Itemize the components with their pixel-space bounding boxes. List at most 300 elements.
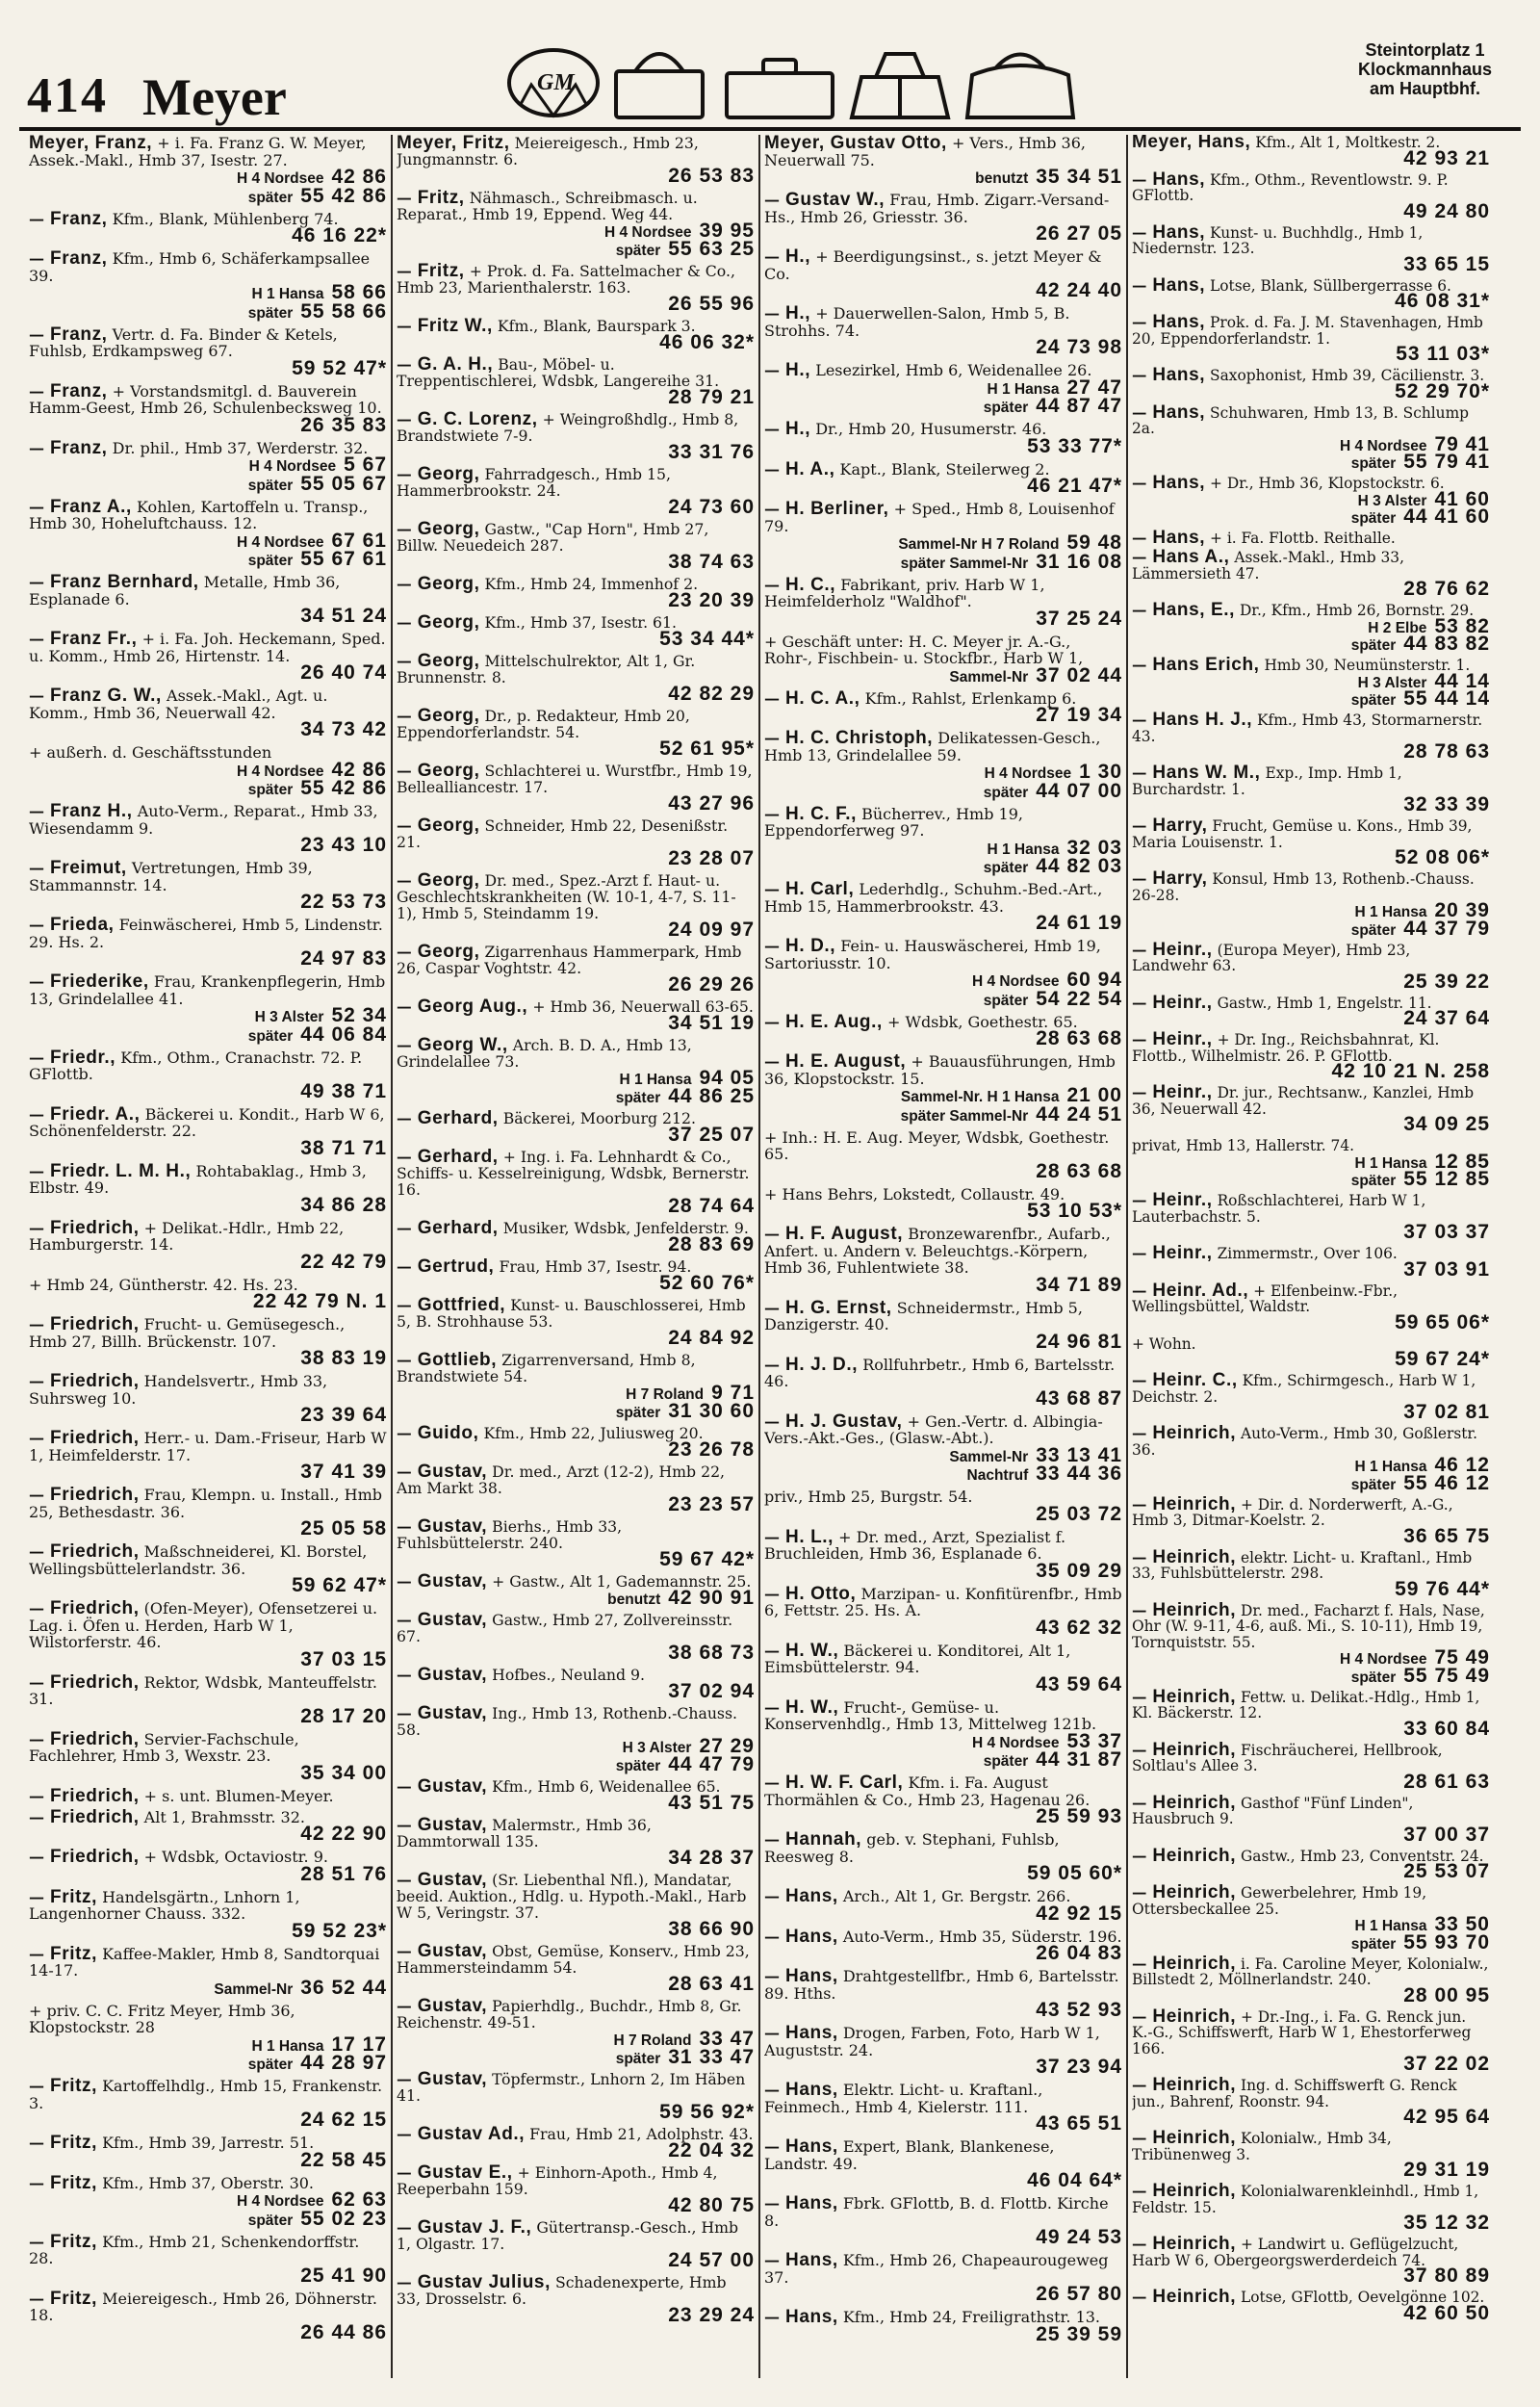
entry-name: Hans Erich, [1152, 655, 1260, 675]
phone-number: 22 53 73 [300, 891, 387, 913]
exchange-label: später Sammel-Nr [900, 1107, 1029, 1125]
phone-number: 33 31 76 [668, 441, 755, 463]
directory-entry [1132, 1739, 1490, 1793]
entry-body [29, 2231, 387, 2267]
phone-number: 41 60 [1434, 487, 1490, 510]
entry-details: Kfm., Schirmgesch., Harb W 1, Deichstr. 2. [1132, 1372, 1476, 1406]
ditto-dash: — [1132, 1794, 1147, 1812]
directory-entry [29, 1277, 387, 1312]
address-line: am Hauptbhf. [1369, 79, 1480, 98]
phone-line [397, 496, 755, 518]
phone-number: 25 53 07 [1403, 1860, 1490, 1882]
ditto-dash: — [397, 613, 412, 632]
directory-entry [764, 192, 1122, 245]
directory-entry [1132, 221, 1490, 275]
phone-number: 17 17 [331, 2032, 387, 2056]
ditto-dash: — [29, 573, 44, 591]
directory-entry [397, 817, 755, 868]
entry-details: Kartoffelhdlg., Hmb 15, Frankenstr. 3. [29, 2077, 383, 2112]
ditto-dash: — [29, 1729, 44, 1748]
entry-name: Hans H. J., [1152, 710, 1253, 730]
phone-number: 59 62 47* [292, 1574, 387, 1596]
ditto-dash: — [29, 324, 44, 344]
phone-line [29, 1079, 387, 1102]
entry-body [764, 2252, 1122, 2286]
ditto-dash: — [29, 1807, 44, 1826]
ditto-dash: — [29, 686, 44, 705]
exchange-label: H 4 Nordsee [1339, 437, 1427, 454]
phone-line [764, 1902, 1122, 1925]
entry-details: Handelsvertr., Hmb 33, Suhrsweg 10. [29, 1372, 328, 1408]
directory-entry [1132, 1882, 1490, 1954]
phone-number: 42 93 21 [1403, 146, 1490, 169]
ditto-dash: — [1132, 1372, 1147, 1389]
phone-line [764, 607, 1122, 630]
phone-number: 38 68 73 [668, 1642, 755, 1664]
ditto-dash: — [397, 1462, 412, 1481]
entry-name: Harry, [1152, 868, 1208, 889]
entry-details: Kfm., Hmb 37, Isestr. 61. [484, 613, 677, 632]
phone-line [29, 1517, 387, 1540]
entry-body [397, 1872, 755, 1921]
directory-entry [764, 135, 1122, 188]
directory-entry [1132, 712, 1490, 763]
entry-body [764, 1297, 1122, 1333]
entry-details: Lederhdlg., Schuhm.-Bed.-Art., Hmb 15, Hammerbrookstr. 43. [764, 880, 1103, 916]
phone-line [29, 1250, 387, 1273]
entry-name: Hans, [785, 2250, 838, 2270]
directory-entry [1132, 2006, 1490, 2075]
directory-entry [764, 1583, 1122, 1639]
entry-details: Gasthof "Fünf Linden", Hausbruch 9. [1132, 1794, 1414, 1827]
entry-body [1132, 1599, 1490, 1651]
phone-line [397, 973, 755, 996]
phone-line [29, 1761, 387, 1784]
phone-number: 23 23 57 [668, 1493, 755, 1515]
entry-name: Franz, [50, 208, 108, 229]
phone-number: 23 29 24 [668, 2304, 755, 2326]
phone-line [397, 628, 755, 650]
directory-entry [764, 1640, 1122, 1695]
phone-line [1132, 2053, 1490, 2075]
exchange-label: benutzt [607, 1592, 661, 1608]
entry-name: Heinr. Ad., [1152, 1280, 1249, 1301]
ditto-dash: — [1132, 403, 1147, 422]
phone-line [1132, 1401, 1490, 1423]
directory-entry [397, 1463, 755, 1514]
entry-name: Hans, [785, 2023, 838, 2043]
entry-name: Gerhard, [417, 1147, 499, 1167]
phone-number: 42 86 [331, 758, 387, 781]
phone-line [764, 2322, 1122, 2345]
entry-name: Georg W., [417, 1035, 508, 1055]
phone-line [764, 2112, 1122, 2135]
phone-number: 49 38 71 [300, 1079, 387, 1102]
exchange-label: später [247, 2212, 294, 2229]
phone-number: 1 30 [1079, 761, 1122, 783]
phone-line [397, 1847, 755, 1869]
phone-line [29, 1404, 387, 1426]
entry-name: Fritz, [50, 2076, 97, 2096]
entry-details: Fahrradgesch., Hmb 15, Hammerbrookstr. 24. [397, 465, 671, 500]
phone-number: 28 00 95 [1403, 1983, 1490, 2006]
phone-number: 55 42 86 [300, 777, 387, 799]
ditto-dash: — [1132, 549, 1147, 566]
phone-number: 37 23 94 [1036, 2056, 1122, 2078]
ditto-dash: — [29, 1786, 44, 1805]
phone-line [764, 475, 1122, 497]
entry-name: Hans, [1152, 312, 1206, 332]
directory-entry [29, 803, 387, 856]
directory-entry [397, 318, 755, 352]
entry-body [29, 326, 387, 360]
phone-line [1132, 1257, 1490, 1281]
entry-details: Bierhs., Hmb 33, Fuhlsbüttelerstr. 240. [397, 1517, 623, 1552]
ditto-dash: — [29, 2173, 44, 2192]
entry-name: H. Berliner, [785, 499, 889, 519]
ditto-dash: — [397, 465, 412, 483]
entry-name: Gustav, [417, 1462, 488, 1482]
ditto-dash: — [29, 1672, 44, 1692]
directory-entry [397, 2219, 755, 2270]
phone-line [397, 331, 755, 353]
phone-number: 24 97 83 [300, 947, 387, 970]
phone-number: 33 65 15 [1403, 252, 1490, 275]
ditto-dash: — [397, 575, 412, 593]
directory-entry [397, 1037, 755, 1106]
logo-monogram: GM [537, 70, 575, 95]
entry-name: Friederike, [50, 971, 149, 992]
phone-line [764, 2283, 1122, 2305]
ditto-dash: — [764, 688, 780, 708]
phone-line [397, 2194, 755, 2216]
ditto-dash: — [1132, 1548, 1147, 1566]
entry-body [397, 872, 755, 921]
directory-entry [29, 1217, 387, 1273]
phone-number: 55 79 41 [1403, 451, 1490, 473]
entry-name: Hans, [1152, 473, 1206, 493]
exchange-label: später [1350, 510, 1397, 527]
phone-number: 53 37 [1066, 1729, 1122, 1752]
entry-body [29, 1728, 387, 1765]
directory-entry [1132, 2234, 1490, 2287]
entry-details: Kolonialw., Hmb 34, Tribünenweg 3. [1132, 2130, 1392, 2163]
phone-line [29, 1136, 387, 1159]
directory-entry [29, 496, 387, 570]
directory-entry [397, 1667, 755, 1701]
phone-number: 53 33 77* [1027, 434, 1122, 457]
entry-name: Heinrich, [1152, 1493, 1237, 1514]
phone-line [29, 1022, 387, 1046]
phone-number: 22 42 79 N. 1 [252, 1290, 387, 1312]
phone-number: 28 17 20 [300, 1704, 387, 1727]
ditto-dash: — [764, 1641, 780, 1660]
phone-number: 55 02 23 [300, 2207, 387, 2230]
phone-number: 62 63 [331, 2188, 387, 2211]
phone-number: 28 63 41 [668, 1973, 755, 1995]
directory-entry [29, 135, 387, 206]
entry-name: Hans, [785, 2307, 838, 2327]
entry-body [764, 1413, 1122, 1447]
phone-line [1132, 1770, 1490, 1793]
entry-name: Fritz, [50, 2231, 97, 2252]
phone-number: 44 37 79 [1403, 917, 1490, 940]
phone-number: 59 67 42* [659, 1548, 755, 1570]
entry-name: Meyer, Gustav Otto, [764, 135, 947, 153]
entry-details: + Bauausführungen, Hmb 36, Klopstockstr. 15. [764, 1052, 1116, 1088]
exchange-label: H 1 Hansa [251, 286, 324, 302]
directory-entry [764, 2025, 1122, 2078]
directory-entry [29, 744, 387, 799]
suitcase-icon [727, 60, 833, 117]
entry-details: Kfm., Hmb 26, Chapeaurougeweg 37. [764, 2251, 1109, 2287]
ditto-dash: — [764, 2081, 780, 2099]
entry-body [764, 1526, 1122, 1563]
entry-details: Obst, Gemüse, Konserv., Hmb 23, Hammersteindamm 54. [397, 1942, 750, 1977]
entry-name: Fritz, [417, 261, 465, 281]
entry-details: Frau, Klempn. u. Install., Hmb 25, Bethesdastr. 36. [29, 1486, 383, 1521]
exchange-label: später [615, 1405, 661, 1421]
ditto-dash: — [397, 1816, 412, 1834]
ditto-dash: — [1132, 817, 1147, 835]
directory-entry [1132, 168, 1490, 222]
entry-body [29, 1487, 387, 1520]
phone-number: 31 30 60 [668, 1400, 755, 1422]
phone-number: 25 59 93 [1036, 1805, 1122, 1827]
entry-name: Georg, [417, 706, 480, 726]
directory-entry [764, 1129, 1122, 1182]
phone-number: 36 65 75 [1403, 1524, 1490, 1547]
phone-number: 34 51 19 [668, 1012, 755, 1034]
phone-line [764, 395, 1122, 417]
page-number: 414 [27, 68, 108, 123]
directory-entry [1132, 655, 1490, 710]
entry-name: Hans, [1152, 365, 1206, 385]
phone-number: 32 33 39 [1403, 793, 1490, 815]
ditto-dash: — [1132, 367, 1147, 384]
directory-entry [1132, 1029, 1490, 1082]
directory-entry [764, 248, 1122, 301]
phone-number: 24 73 98 [1036, 336, 1122, 358]
directory-entry [1132, 600, 1490, 655]
entry-name: Hans W. M., [1152, 763, 1261, 783]
exchange-label: H 1 Hansa [1354, 1459, 1427, 1475]
phone-number: 59 65 06* [1395, 1310, 1490, 1333]
ditto-dash: — [764, 575, 780, 594]
phone-number: 42 82 29 [668, 683, 755, 705]
ditto-dash: — [764, 729, 780, 747]
entry-body [764, 1696, 1122, 1733]
directory-entry [764, 1774, 1122, 1827]
entry-name: Hans, [1152, 401, 1206, 423]
exchange-label: H 1 Hansa [987, 380, 1060, 398]
phone-number: 24 37 64 [1403, 1007, 1490, 1029]
column-2 [397, 135, 755, 2397]
ditto-dash: — [397, 1296, 412, 1314]
phone-number: 35 34 51 [1036, 166, 1122, 188]
phone-line [1132, 917, 1490, 940]
entry-details: + Dr.-Ing., i. Fa. G. Renck jun. K.-G., Schiffswerft, Harb W 1, Ehestorferweg 166. [1132, 2007, 1472, 2058]
entry-name: H. A., [785, 458, 835, 479]
exchange-label: später [1350, 1476, 1397, 1493]
ditto-dash: — [29, 1887, 44, 1906]
entry-name: Heinr., [1152, 1029, 1213, 1049]
entry-details: + Beerdigungsinst., s. jetzt Meyer & Co. [764, 247, 1102, 283]
entry-details: Kfm., Blank, Mühlenberg 74. [112, 209, 339, 228]
phone-number: 52 08 06* [1395, 846, 1490, 868]
phone-number: 24 96 81 [1036, 1330, 1122, 1353]
exchange-label: später [1350, 455, 1397, 472]
directory-entry [764, 421, 1122, 456]
directory-entry [29, 1103, 387, 1159]
entry-body [29, 1316, 387, 1350]
entry-name: Friedrich, [50, 1728, 140, 1749]
entry-name: Hans, [1152, 528, 1206, 548]
ditto-dash: — [764, 1773, 780, 1792]
entry-body [29, 1886, 387, 1923]
directory-entry [764, 634, 1122, 686]
phone-number: 32 03 [1066, 836, 1122, 859]
entry-name: Hans, [1152, 274, 1206, 296]
phone-line [1132, 1717, 1490, 1740]
entry-body [29, 250, 387, 284]
phone-number: 44 28 97 [300, 2052, 387, 2074]
directory-entry [1132, 1243, 1490, 1281]
phone-number: 36 52 44 [300, 1976, 387, 1999]
phone-line [29, 2320, 387, 2343]
phone-line [1132, 970, 1490, 993]
ditto-dash: — [397, 707, 412, 725]
entry-name: Georg, [417, 519, 480, 539]
phone-line [397, 921, 755, 940]
ditto-dash: — [1132, 1084, 1147, 1101]
entry-details: Kfm., Rahlst, Erlenkamp 6. [864, 688, 1077, 708]
phone-line [29, 2052, 387, 2074]
entry-name: Gustav, [417, 1703, 488, 1723]
exchange-label: später Sammel-Nr [900, 555, 1029, 572]
directory-entry [397, 1998, 755, 2067]
ditto-dash: — [397, 1351, 412, 1369]
exchange-label: H 4 Nordsee [248, 458, 337, 475]
directory-entry [764, 1053, 1122, 1125]
entry-name: H. J. D., [785, 1354, 859, 1375]
phone-number: 24 09 97 [668, 919, 755, 941]
directory-entry [29, 2231, 387, 2287]
phone-line [1132, 505, 1490, 528]
entry-body [397, 1149, 755, 1198]
phone-number: 43 59 64 [1036, 1672, 1122, 1695]
entry-details: Zigarrenhaus Hammerpark, Hmb 26, Caspar Voghtstr. 42. [397, 943, 742, 977]
phone-number: 9 71 [711, 1382, 755, 1404]
entry-name: Heinrich, [1152, 1792, 1237, 1813]
entry-body [764, 2082, 1122, 2115]
directory-entry [1132, 2075, 1490, 2128]
entry-name: H. Carl, [785, 879, 855, 899]
ditto-dash: — [29, 1048, 44, 1067]
entry-details: + Sped., Hmb 8, Louisenhof 79. [764, 500, 1115, 535]
entry-details: Marzipan- u. Konfitürenfbr., Hmb 6, Fettstr. 25. Hs. A. [764, 1584, 1122, 1619]
phone-line [397, 441, 755, 463]
entry-name: Freimut, [50, 858, 127, 878]
entry-name: H. Otto, [785, 1583, 857, 1604]
phone-line [29, 1574, 387, 1596]
phone-number: 55 58 66 [300, 299, 387, 323]
phone-number: 55 63 25 [668, 238, 755, 260]
directory-entry [764, 1488, 1122, 1524]
entry-details: Meiereigesch., Hmb 26, Döhnerstr. 18. [29, 2289, 377, 2324]
entry-details: Lotse, GFlottb, Oevelgönne 102. [1241, 2289, 1485, 2306]
ditto-dash: — [764, 191, 780, 209]
entry-name: Gustav, [417, 1665, 488, 1685]
entry-body [397, 708, 755, 740]
phone-line [1132, 199, 1490, 222]
entry-body [29, 687, 387, 721]
phone-line [29, 893, 387, 913]
phone-number: 52 34 [331, 1004, 387, 1026]
phone-number: 55 46 12 [1403, 1471, 1490, 1494]
entry-details: Vertr. d. Fa. Binder & Ketels, Fuhlsb, Erdkampsweg 67. [29, 324, 338, 360]
ditto-dash: — [764, 304, 780, 323]
phone-number: 24 57 00 [668, 2249, 755, 2271]
entry-name: Meyer, Hans, [1132, 135, 1251, 152]
phone-number: 42 10 21 N. 258 [1331, 1060, 1490, 1082]
ditto-dash: — [29, 438, 44, 457]
phone-line [1132, 2159, 1490, 2181]
ditto-dash: — [29, 1161, 44, 1180]
entry-body [29, 1600, 387, 1651]
phone-number: 37 02 94 [668, 1680, 755, 1702]
directory-entry [397, 653, 755, 704]
directory-entry [29, 1049, 387, 1102]
entry-body [397, 1817, 755, 1850]
directory-entry [764, 1831, 1122, 1884]
directory-entry [397, 1817, 755, 1868]
ditto-dash: — [397, 189, 412, 207]
phone-number: 55 05 67 [300, 472, 387, 495]
ditto-dash: — [397, 1219, 412, 1237]
entry-details: Kfm., Othm., Reventlowstr. 9. P. GFlottb. [1132, 170, 1449, 204]
entry-details: + Wdsbk, Octaviostr. 9. [143, 1848, 328, 1866]
phone-number: 26 44 86 [300, 2320, 387, 2343]
phone-number: 12 85 [1434, 1150, 1490, 1173]
ditto-dash: — [29, 249, 44, 268]
phone-line [1132, 1007, 1490, 1029]
directory-entry [397, 2071, 755, 2122]
entry-body [764, 574, 1122, 610]
entry-details: + außerh. d. Geschäftsstunden [29, 743, 272, 762]
directory-entry [397, 1149, 755, 1216]
phone-line [29, 1647, 387, 1670]
entry-name: Georg, [417, 651, 480, 671]
ditto-dash: — [29, 209, 44, 228]
phone-number: 24 62 15 [300, 2109, 387, 2131]
entry-name: Gustav, [417, 2069, 488, 2089]
directory-entry [397, 708, 755, 759]
phone-line [1132, 1930, 1490, 1954]
entry-body [764, 1774, 1122, 1808]
entry-details: Töpfermstr., Lnhorn 2, Im Häben 41. [397, 2070, 746, 2105]
entry-details: Kfm. i. Fa. August Thormählen & Co., Hmb 23, Hagenau 26. [764, 1773, 1091, 1809]
entry-body [764, 1129, 1122, 1163]
phone-line [397, 1327, 755, 1349]
phone-number: 26 55 96 [668, 293, 755, 315]
directory-entry [397, 1943, 755, 1994]
ditto-dash: — [29, 1429, 44, 1447]
directory-entry [29, 380, 387, 436]
entry-body [764, 2025, 1122, 2058]
phone-number: 55 42 86 [300, 184, 387, 207]
phone-line [397, 740, 755, 759]
